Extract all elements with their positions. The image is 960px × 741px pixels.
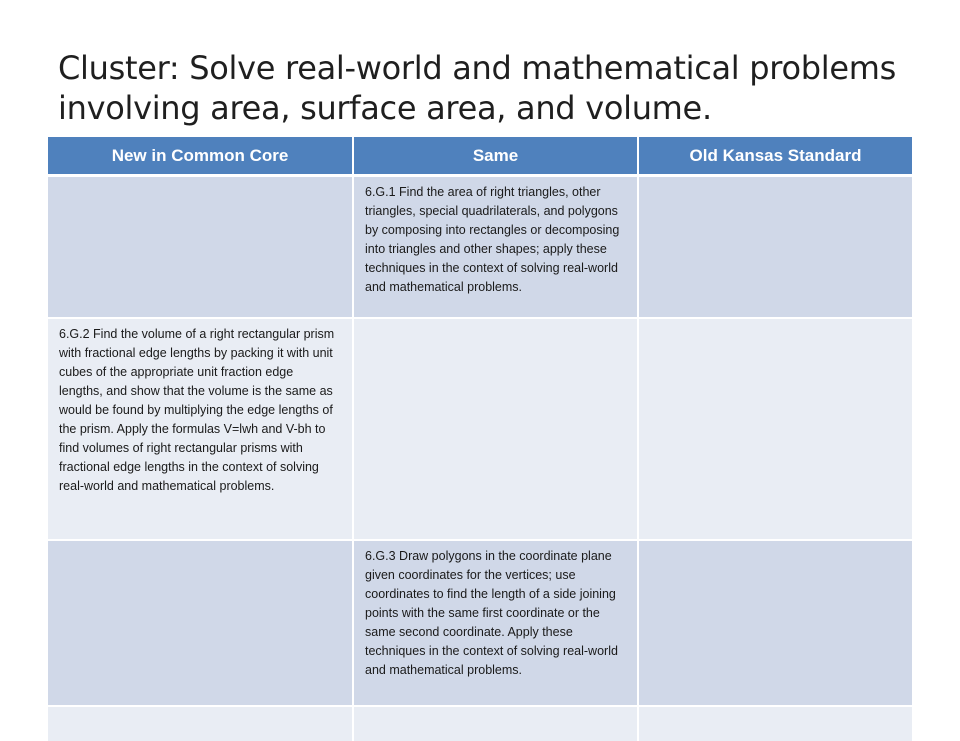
table-row [48, 540, 912, 706]
table-cell [48, 540, 353, 706]
table-cell: 6.G.2 Find the volume of a right rectangular prism with fractional edge lengths by packing it with unit cubes of the appropriate unit fraction edge lengths, and show that the volume is the same as would be found by multiplying the edge lengths of the prism. Apply the formulas V=lwh and V-bh to find volumes of right rectangular prisms with fractional edge lengths in the context of solving real-world and mathematical problems. [48, 318, 353, 540]
header-old-kansas-standard: Old Kansas Standard [638, 137, 912, 176]
table-cell [353, 706, 638, 741]
header-new-in-common-core: New in Common Core [48, 137, 353, 176]
table-cell [48, 176, 353, 319]
table-cell [638, 176, 912, 319]
table-cell: 6.G.1 Find the area of right triangles, other triangles, special quadrilaterals, and polygons by composing into rectangles or decomposing into triangles and other shapes; apply these techniques in the context of solving real-world and mathematical problems. [353, 176, 638, 319]
table-cell [638, 318, 912, 540]
table-row [48, 706, 912, 741]
standards-table [48, 137, 912, 741]
table-cell [638, 540, 912, 706]
slide-title: Cluster: Solve real-world and mathematical problems involving area, surface area, and volume. [58, 49, 896, 127]
header-same: Same [353, 137, 638, 176]
table-row [48, 318, 912, 540]
table-cell [48, 706, 353, 741]
table-row [48, 176, 912, 319]
table-cell: 6.G.3 Draw polygons in the coordinate plane given coordinates for the vertices; use coordinates to find the length of a side joining points with the same first coordinate or the same second coordinate. Apply these techniques in the context of solving real-world and mathematical problems. [353, 540, 638, 706]
table-cell [638, 706, 912, 741]
table-header-row [48, 137, 912, 176]
table-cell [353, 318, 638, 540]
